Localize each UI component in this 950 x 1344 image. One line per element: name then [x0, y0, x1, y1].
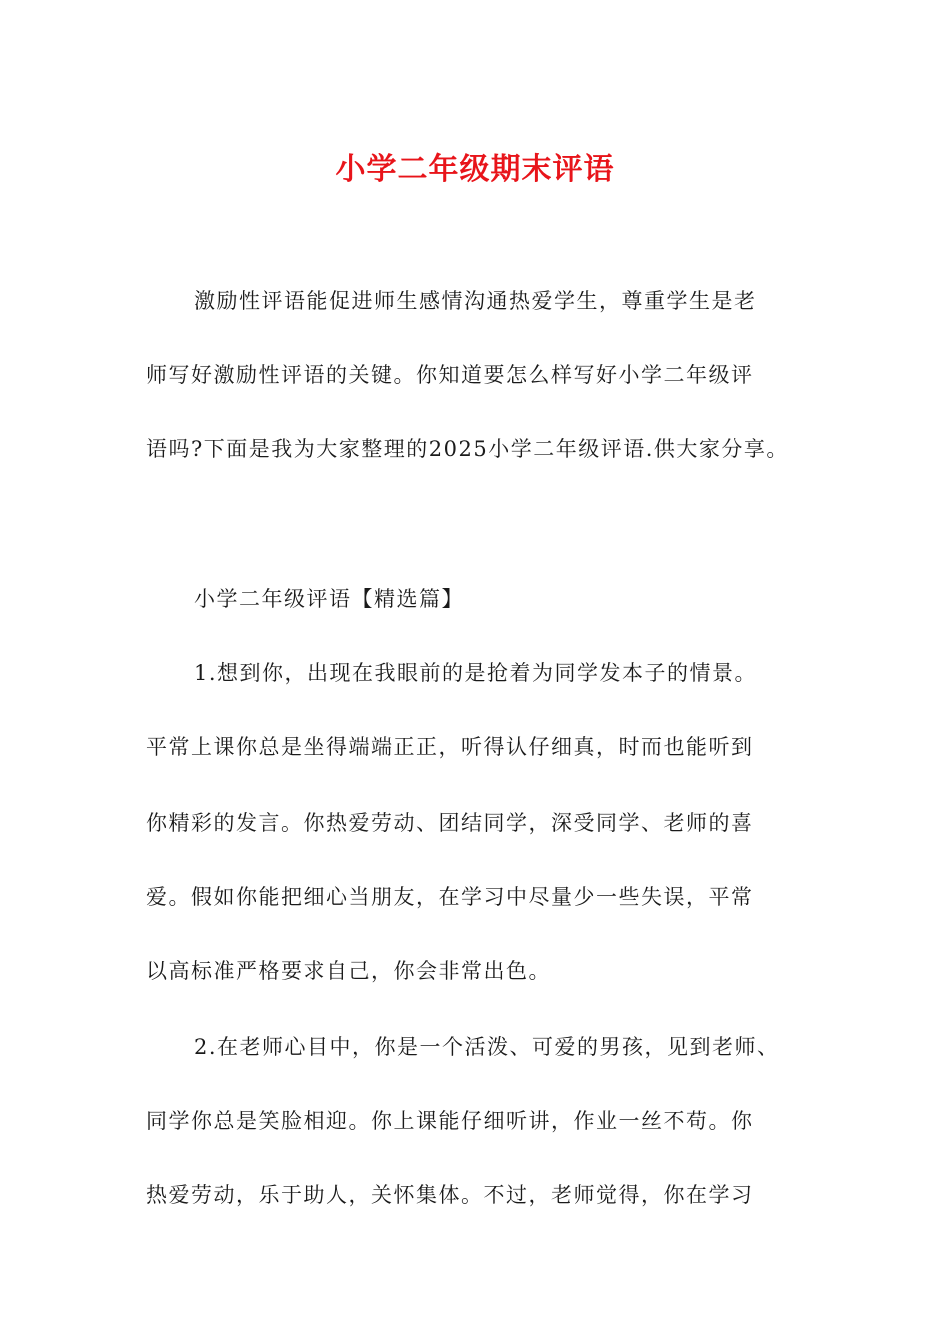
item1-line-1: 1.想到你，出现在我眼前的是抢着为同学发本子的情景。: [194, 661, 758, 685]
item1-line-3: 你精彩的发言。你热爱劳动、团结同学，深受同学、老师的喜: [146, 811, 754, 835]
item2-line-2: 同学你总是笑脸相迎。你上课能仔细听讲，作业一丝不苟。你: [146, 1109, 754, 1133]
item1-line-2: 平常上课你总是坐得端端正正，听得认仔细真，时而也能听到: [146, 735, 754, 759]
document-title: 小学二年级期末评语: [335, 152, 615, 187]
item1-line-4: 爱。假如你能把细心当朋友，在学习中尽量少一些失误，平常: [146, 885, 754, 909]
section-heading: 小学二年级评语【精选篇】: [194, 587, 464, 611]
item2-line-1: 2.在老师心目中，你是一个活泼、可爱的男孩，见到老师、: [194, 1035, 780, 1059]
intro-line-1: 激励性评语能促进师生感情沟通热爱学生，尊重学生是老: [194, 289, 757, 313]
item2-line-3: 热爱劳动，乐于助人，关怀集体。不过，老师觉得，你在学习: [146, 1183, 754, 1207]
item1-line-5: 以高标准严格要求自己，你会非常出色。: [146, 959, 551, 983]
intro-line-3: 语吗?下面是我为大家整理的2025小学二年级评语.供大家分享。: [146, 437, 789, 461]
intro-line-2: 师写好激励性评语的关键。你知道要怎么样写好小学二年级评: [146, 363, 754, 387]
